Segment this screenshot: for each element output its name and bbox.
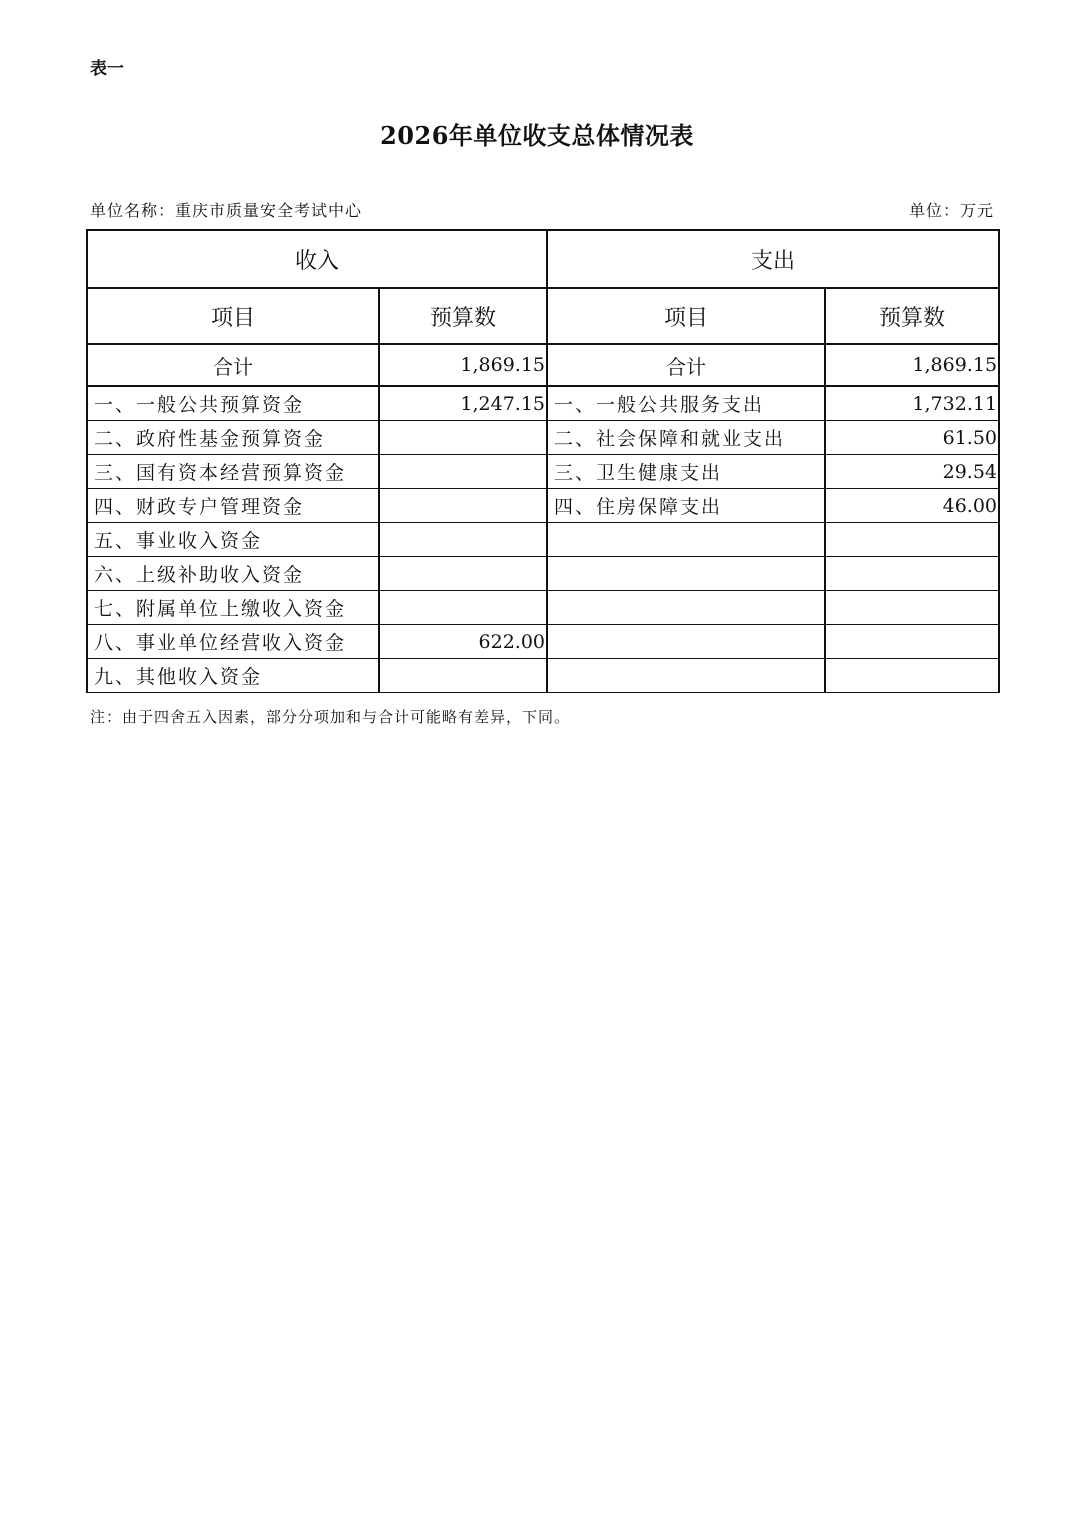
income-item-column-header: 项目 <box>87 288 379 344</box>
income-item: 八、事业单位经营收入资金 <box>87 625 379 659</box>
income-value <box>379 557 547 591</box>
expense-item <box>547 591 825 625</box>
section-header-row <box>87 230 999 288</box>
table-row <box>87 591 999 625</box>
income-item: 一、一般公共预算资金 <box>87 386 379 421</box>
income-item: 三、国有资本经营预算资金 <box>87 455 379 489</box>
income-item: 五、事业收入资金 <box>87 523 379 557</box>
expense-item: 三、卫生健康支出 <box>547 455 825 489</box>
table-row <box>87 625 999 659</box>
expense-item <box>547 523 825 557</box>
income-item: 九、其他收入资金 <box>87 659 379 693</box>
expense-value <box>825 557 999 591</box>
table-row <box>87 455 999 489</box>
expense-value: 46.00 <box>825 489 999 523</box>
table-row <box>87 421 999 455</box>
income-value <box>379 455 547 489</box>
expense-header: 支出 <box>547 230 999 288</box>
expense-item: 四、住房保障支出 <box>547 489 825 523</box>
table-row <box>87 386 999 421</box>
income-value <box>379 523 547 557</box>
table-row <box>87 523 999 557</box>
income-value <box>379 421 547 455</box>
expense-item: 二、社会保障和就业支出 <box>547 421 825 455</box>
income-value: 1,247.15 <box>379 386 547 421</box>
expense-value: 29.54 <box>825 455 999 489</box>
income-item: 四、财政专户管理资金 <box>87 489 379 523</box>
expense-item <box>547 625 825 659</box>
expense-budget-column-header: 预算数 <box>825 288 999 344</box>
expense-total-label: 合计 <box>547 344 825 386</box>
table-row <box>87 659 999 693</box>
expense-item <box>547 659 825 693</box>
expense-total-value: 1,869.15 <box>825 344 999 386</box>
income-item: 七、附属单位上缴收入资金 <box>87 591 379 625</box>
table-number-label: 表一 <box>90 59 124 79</box>
currency-unit-label: 单位：万元 <box>908 201 994 220</box>
footnote: 注：由于四舍五入因素，部分分项加和与合计可能略有差异，下同。 <box>90 708 571 726</box>
income-value: 622.00 <box>379 625 547 659</box>
income-budget-column-header: 预算数 <box>379 288 547 344</box>
expense-value <box>825 625 999 659</box>
income-total-value: 1,869.15 <box>379 344 547 386</box>
expense-value <box>825 659 999 693</box>
table-row <box>87 557 999 591</box>
page-title: 2026年单位收支总体情况表 <box>380 121 694 150</box>
income-value <box>379 489 547 523</box>
column-header-row <box>87 288 999 344</box>
expense-value: 61.50 <box>825 421 999 455</box>
income-value <box>379 659 547 693</box>
budget-table <box>86 229 1000 693</box>
expense-value: 1,732.11 <box>825 386 999 421</box>
income-value <box>379 591 547 625</box>
income-header: 收入 <box>87 230 547 288</box>
expense-item-column-header: 项目 <box>547 288 825 344</box>
income-total-label: 合计 <box>87 344 379 386</box>
expense-item <box>547 557 825 591</box>
total-row <box>87 344 999 386</box>
table-row <box>87 489 999 523</box>
income-item: 六、上级补助收入资金 <box>87 557 379 591</box>
expense-item: 一、一般公共服务支出 <box>547 386 825 421</box>
expense-value <box>825 591 999 625</box>
expense-value <box>825 523 999 557</box>
unit-name-label: 单位名称：重庆市质量安全考试中心 <box>90 201 363 220</box>
income-item: 二、政府性基金预算资金 <box>87 421 379 455</box>
